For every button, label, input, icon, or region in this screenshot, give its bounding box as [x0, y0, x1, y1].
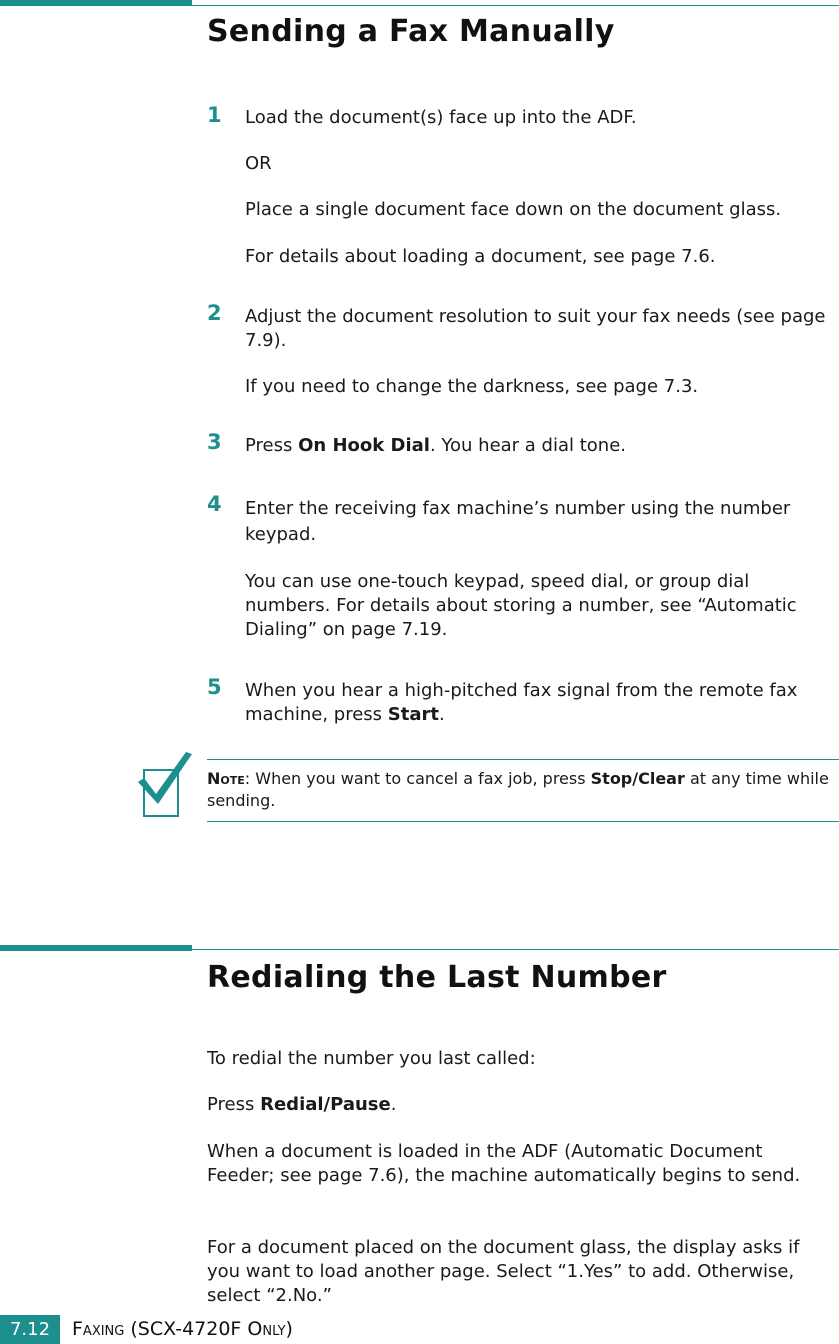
section-rule — [192, 949, 839, 950]
step-text: If you need to change the darkness, see page 7.3. — [245, 376, 699, 397]
step-number: 4 — [207, 492, 222, 516]
section-title-sending-manually: Sending a Fax Manually — [207, 14, 615, 49]
key-redial-pause: Redial/Pause — [260, 1094, 391, 1115]
note-text: Note: When you want to cancel a fax job, press Stop/Clear at any time while sending. — [207, 769, 829, 810]
step-text: You can use one-touch keypad, speed dial, or group dial numbers. For details about storing a number, see “Automatic Dialing” on page 7.19. — [245, 571, 797, 640]
step-text: Press On Hook Dial. You hear a dial tone. — [245, 435, 626, 456]
step-number: 2 — [207, 301, 222, 325]
key-start: Start — [387, 704, 439, 725]
section-rule — [192, 5, 839, 6]
step-number: 3 — [207, 430, 222, 454]
note-rule-bottom — [207, 821, 839, 822]
step-number: 5 — [207, 675, 222, 699]
step-text: When you hear a high-pitched fax signal from the remote fax machine, press Start. — [245, 680, 798, 725]
instruction-text: Press Redial/Pause. — [207, 1094, 397, 1115]
step-text: Adjust the document resolution to suit your fax needs (see page 7.9). — [245, 306, 826, 351]
note-rule-top — [207, 759, 839, 760]
paragraph: For a document placed on the document glass, the display asks if you want to load another page. Select “1.Yes” to add. Otherwise, select “2.No.” — [207, 1237, 800, 1306]
chapter-title: Faxing (SCX-4720F Only) — [72, 1318, 293, 1340]
step-text: For details about loading a document, see page 7.6. — [245, 246, 716, 267]
checkmark-note-icon — [134, 748, 194, 822]
step-text: Place a single document face down on the document glass. — [245, 199, 782, 220]
step-text: OR — [245, 153, 272, 174]
section-accent-bar — [0, 945, 192, 951]
section-accent-bar — [0, 0, 192, 6]
note-label: Note — [207, 769, 245, 788]
paragraph: When a document is loaded in the ADF (Automatic Document Feeder; see page 7.6), the machine automatically begins to send. — [207, 1141, 801, 1186]
key-stop-clear: Stop/Clear — [590, 769, 685, 788]
key-on-hook-dial: On Hook Dial — [298, 435, 430, 456]
intro-text: To redial the number you last called: — [207, 1048, 536, 1069]
section-title-redialing: Redialing the Last Number — [207, 960, 667, 995]
step-text: Enter the receiving fax machine’s number using the number keypad. — [245, 498, 791, 545]
page-number: 7.12 — [0, 1315, 60, 1344]
step-number: 1 — [207, 103, 222, 127]
step-text: Load the document(s) face up into the ADF. — [245, 107, 637, 128]
